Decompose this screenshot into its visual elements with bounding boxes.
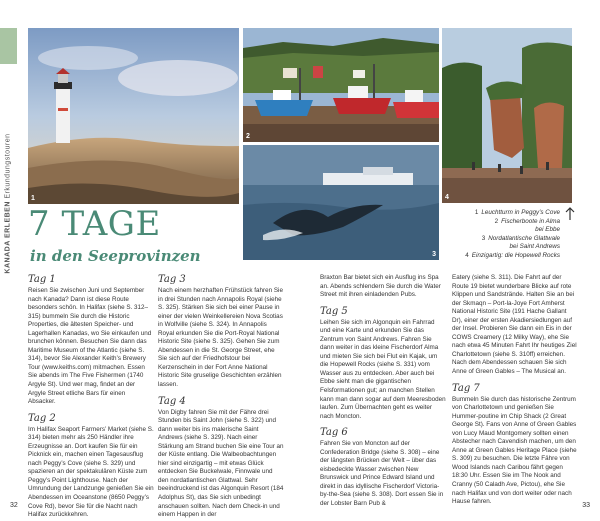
photo-number: 4 (445, 194, 449, 201)
day-heading: Tag 3 (158, 274, 186, 285)
text-column-4 (452, 274, 578, 507)
caption-item: bei Ebbe (535, 226, 560, 234)
text-column-3 (320, 274, 446, 509)
page-subtitle: in den Seeprovinzen (30, 247, 201, 265)
day-heading: Tag 4 (158, 395, 186, 407)
photo-number: 1 (31, 195, 35, 202)
day-heading: Tag 7 (452, 382, 480, 394)
photo-fishing-boats (243, 28, 439, 142)
side-section: KANADA ERLEBEN (4, 201, 12, 274)
day-text-continued: Braxton Bar bietet sich ein Ausflug ins Spa an. Abends schlendern Sie durch die Water Street mit ihren einladenden Pubs. (320, 274, 441, 299)
day-text: Von Digby fahren Sie mit der Fähre drei Stunden bis Saint John (siehe S. 322) und dann weiter bis ins malerische Saint Andrews (siehe S. 329). Nach einer Stärkung am Strand buchen Sie eine Tour an der Küste entlang. Die Walbeobachtungen hier sind einzigartig – mit etwas Glück entdecken Sie Buckelwale, Finnwale und den nordatlantischen Glattwal. Sehr beeindruckend ist das Algonquin Resort (184 Adolphus St), das Sie sich unbedingt anschauen sollten. Nach dem Check-in und einem Happen in der (158, 408, 284, 519)
photo-lighthouse (28, 28, 239, 204)
caption-item: 4 Einzigartig: die Hopewell Rocks (465, 251, 560, 259)
day-text: Nach einem herzhaften Frühstück fahren Sie in drei Stunden nach Annapolis Royal (siehe S. 325). Stärken Sie sich bei einer Pause in einer der vielen Weinkellereien Nova Scotias in Wolfville (siehe S. 324). In Annapolis Royal erkunden Sie die Port-Royal National Historic Site (siehe S. 325). Gehen Sie zum Abendessen in die St. George Street, ehe Sie sich auf der Friedhofstour bei Kerzenschein in der Fort Anne National Historic Site gruselige Geschichten erzählen lassen. (158, 287, 283, 389)
day-text-continued: Eatery (siehe S. 311). Die Fahrt auf der Route 19 bietet wunderbare Blicke auf rote Klippen und Sandstrände. Halten Sie an bei der Skmaqn – Port-la-Joye Fort Amherst National Historic Site (191 Hache Gallant Dr), einer der ersten Akadiersiedlungen auf der Insel. Probieren Sie dann ein Eis in der COWS Creamery (12 Milky Way), ehe Sie nach etwa 45 Minuten Fahrt Ihr heutiges Ziel Charlottetown (siehe S. 310ff) erreichen. Nach dem Abendessen schauen Sie sich Anne of Green Gables – The Musical an. (452, 274, 577, 376)
day-text: Leihen Sie sich im Algonquin ein Fahrrad und eine Karte und erkunden Sie das Zentrum von Saint Andrews. Fahren Sie dann weiter in das kleine Fischerdorf Alma und mieten Sie sich bei Flut ein Kajak, um die Hopewell Rocks (siehe S. 331) vom Wasser aus zu entdecken. Aber auch bei Ebbe sieht man die gigantischen Felsformationen gut; an manchen Stellen kann man dann sogar auf dem Meeresboden laufen. Zum Übernachten geht es weiter nach Moncton. (320, 318, 446, 420)
arrow-up-icon (565, 207, 575, 221)
text-column-2 (158, 274, 284, 520)
page-title: 7 TAGE (28, 204, 161, 244)
caption-item: 2 Fischerboote in Alma (494, 217, 560, 225)
day-text: Bummeln Sie durch das historische Zentrum von Charlottetown und genießen Sie Hummer-poutine im Chip Shack (2 Great George St). Fans von Anne of Green Gables von Lucy Maud Montgomery sollten einen Abstecher nach Cavendish machen, um den Anne at Green Gables Heritage Place (siehe S. 309) zu besuchen. Die letzte Fähre von Wood Islands nach Caribou fährt gegen 18:30 Uhr. Essen Sie im The Nook and Cranny (50 Caladh Ave, Pictou), ehe Sie nach Halifax und von dort weiter oder nach Hause fahren. (452, 395, 577, 506)
caption-item: 1 Leuchtturm in Peggy’s Cove (474, 209, 560, 216)
day-text: Fahren Sie von Moncton auf der Confederation Bridge (siehe S. 308) – eine der längsten Brücken der Welt – über das eisbedeckte Wasser zwischen New Brunswick und Prince Edward Island und direkt in das idyllische Fischerdorf Victoria-by-the-Sea (siehe S. 308). Dort essen Sie in der Lobster Barn Pub & (320, 440, 444, 508)
page-number-right: 33 (582, 502, 590, 509)
day-heading: Tag 1 (28, 274, 56, 285)
chapter-color-tab (0, 28, 17, 64)
page-number-left: 32 (10, 502, 18, 509)
text-column-1 (28, 274, 154, 520)
photo-whale-tail (243, 145, 439, 260)
caption-item: 3 Nordatlantische Glattwale (481, 234, 560, 242)
photo-number: 3 (432, 251, 436, 258)
photo-hopewell-rocks (442, 28, 572, 203)
day-text: Reisen Sie zwischen Juni und September nach Kanada? Dann ist diese Route besonders schön. In Halifax (siehe S. 312–315) bummeln Sie durch die Historic Properties, die ältesten Speicher- und Lagerhallen Kanadas, wo Sie einkaufen und brunchen können. Besuchen Sie dann das Maritime Museum of the Atlantic (siehe S. 314), bevor Sie Alexander Keith’s Brewery Tour (www.keiths.com) mitmachen. Essen Sie abends im The Five Fishermen (1740 Argyle St). Und wer mag, findet an der Argyle Street etliche Bars für einen Absacker. (28, 287, 152, 406)
day-heading: Tag 6 (320, 427, 348, 439)
photo-captions (440, 209, 560, 261)
day-text: Im Halifax Seaport Farmers’ Market (siehe S. 314) bieten mehr als 250 Händler ihre Erzeugnisse an. Dort kaufen Sie für ein Picknick ein, machen einen Tagesausflug nach Peggy’s Cove (siehe S. 329) und spazieren an der spektakulären Küste zum Peggy’s Point Lighthouse. Nach der Umrundung der Landzunge genießen Sie ein Abendessen im Oceanstone (8650 Peggy’s Cove Rd), bevor Sie für die Nacht nach Halifax zurückkehren. (28, 425, 154, 519)
side-chapter: Erkundungstouren (4, 133, 12, 199)
day-heading: Tag 5 (320, 305, 348, 317)
day-heading: Tag 2 (28, 412, 56, 424)
caption-item: bei Saint Andrews (509, 243, 560, 251)
photo-number: 2 (246, 133, 250, 140)
